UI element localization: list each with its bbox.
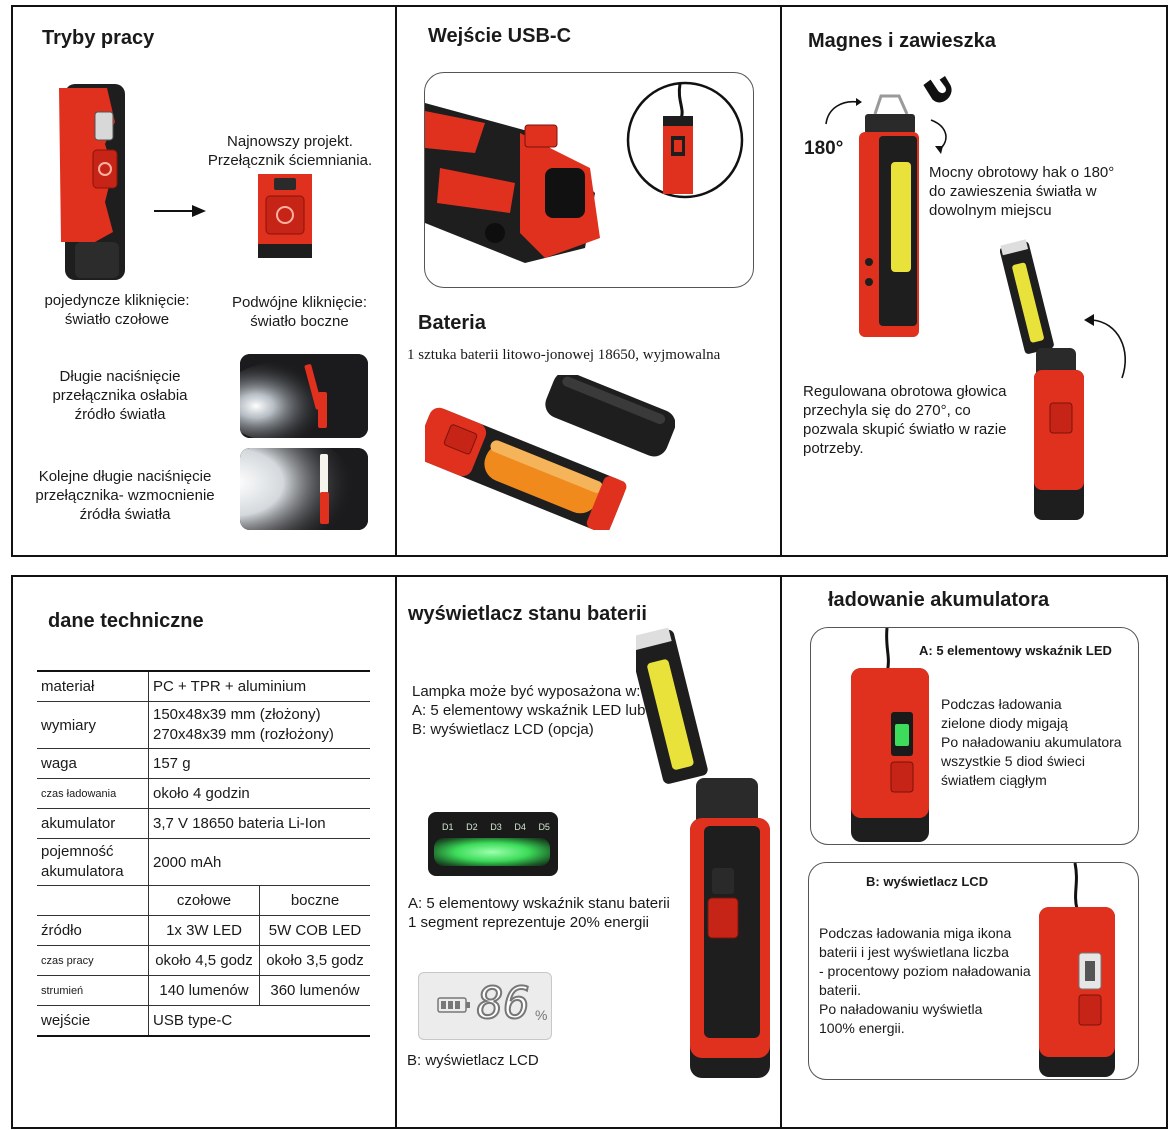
spec-label: strumień: [37, 976, 149, 1006]
led-label: D5: [538, 822, 550, 832]
display-lamp-image: [636, 628, 776, 1080]
battery-image: [425, 375, 675, 530]
led-desc: A: 5 elementowy wskaźnik stanu baterii 1 segment reprezentuje 20% energii: [408, 895, 670, 931]
spec-header-row: [37, 886, 370, 916]
spec-value: USB type-C: [149, 1006, 371, 1037]
hook-desc: Mocny obrotowy hak o 180° do zawieszenia światła w dowolnym miejscu: [929, 164, 1115, 219]
led-label: D1: [442, 822, 454, 832]
led-label: D2: [466, 822, 478, 832]
spec-value-side: 5W COB LED: [260, 916, 371, 946]
lamp-folded-image: [55, 82, 135, 282]
led-indicator-image: [428, 812, 558, 876]
spec-label: czas ładowania: [37, 779, 149, 809]
spec-value: około 4 godzin: [149, 779, 371, 809]
charging-lamp-a-image: [847, 628, 937, 842]
spec-value: 157 g: [149, 749, 371, 779]
spec-value-front: 1x 3W LED: [149, 916, 260, 946]
single-click-text: pojedyncze kliknięcie: światło czołowe: [44, 292, 190, 328]
spec-row: [37, 749, 370, 779]
spec-value: 3,7 V 18650 bateria Li-Ion: [149, 809, 371, 839]
charging-lamp-b-image: [1035, 863, 1125, 1077]
spec-label: wymiary: [37, 702, 149, 749]
spec-label: akumulator: [37, 809, 149, 839]
spec-label: pojemność akumulatora: [37, 839, 149, 886]
spec-label: czas pracy: [37, 946, 149, 976]
charging-b-title: B: wyświetlacz LCD: [866, 874, 989, 889]
spec-row: [37, 916, 370, 946]
spec-value-front: około 4,5 godz: [149, 946, 260, 976]
specs-title: dane techniczne: [48, 610, 204, 632]
usb-port-zoom-image: [625, 80, 745, 200]
top-divider-2: [780, 5, 782, 555]
tilt-lamp-image: [1000, 238, 1090, 523]
new-design-text: Najnowszy projekt. Przełącznik ściemniania.: [207, 133, 373, 169]
spec-value-front: 140 lumenów: [149, 976, 260, 1006]
hook-lamp-image: [855, 92, 925, 340]
spec-row: [37, 946, 370, 976]
lcd-display-image: [418, 972, 552, 1040]
charging-a-box: [810, 627, 1139, 845]
led-bar: [434, 838, 550, 866]
charging-title: ładowanie akumulatora: [828, 589, 1050, 611]
spec-row: [37, 839, 370, 886]
spec-value: 150x48x39 mm (złożony) 270x48x39 mm (rozłożony): [149, 702, 371, 749]
spec-value: PC + TPR + aluminium: [149, 671, 371, 702]
next-long-press-text: Kolejne długie naciśnięcie przełącznika- wzmocnienie źródła światła: [35, 468, 215, 523]
spec-row: [37, 779, 370, 809]
spec-value: 2000 mAh: [149, 839, 371, 886]
lcd-value: 86: [477, 978, 530, 1029]
long-press-text: Długie naciśnięcie przełącznika osłabia źródło światła: [52, 368, 188, 423]
spec-label: waga: [37, 749, 149, 779]
charging-a-desc: Podczas ładowania zielone diody migają Po naładowaniu akumulatora wszystkie 5 diod świeci światłem ciągłym: [941, 696, 1122, 788]
column-front: czołowe: [149, 886, 260, 916]
bright-light-photo: [240, 448, 368, 530]
rotate-arrow-right-icon: [925, 118, 955, 154]
led-label: D4: [514, 822, 526, 832]
top-divider-1: [395, 5, 397, 555]
spec-label: źródło: [37, 916, 149, 946]
usb-title: Wejście USB-C: [428, 25, 572, 47]
tilt-arrow-icon: [1082, 310, 1132, 380]
spec-row: [37, 702, 370, 749]
column-side: boczne: [260, 886, 371, 916]
magnet-title: Magnes i zawieszka: [808, 30, 996, 52]
display-intro: Lampka może być wyposażona w: A: 5 elementowy wskaźnik LED lub B: wyświetlacz LCD (opcja): [412, 683, 646, 738]
spec-value-side: około 3,5 godz: [260, 946, 371, 976]
lcd-label: B: wyświetlacz LCD: [407, 1052, 539, 1069]
battery-title: Bateria: [418, 312, 486, 334]
battery-desc: 1 sztuka baterii litowo-jonowej 18650, wyjmowalna: [407, 347, 721, 363]
bottom-divider-1: [395, 575, 397, 1127]
battery-icon: [437, 997, 471, 1013]
spec-row: [37, 809, 370, 839]
arrow-right-icon: [154, 204, 206, 218]
specs-table: [37, 670, 370, 1037]
charging-b-box: [808, 862, 1139, 1080]
dim-light-photo: [240, 354, 368, 438]
charging-a-title: A: 5 elementowy wskaźnik LED: [919, 643, 1112, 658]
double-click-text: Podwójne kliknięcie: światło boczne: [231, 294, 368, 330]
modes-title: Tryby pracy: [42, 27, 155, 49]
spec-value-side: 360 lumenów: [260, 976, 371, 1006]
lcd-unit: %: [535, 1007, 548, 1023]
head-desc: Regulowana obrotowa głowica przechyla się do 270°, co pozwala skupić światło w razie potrzeby.: [803, 383, 1007, 457]
spec-row: [37, 1006, 370, 1037]
display-title: wyświetlacz stanu baterii: [408, 603, 647, 625]
spec-label: wejście: [37, 1006, 149, 1037]
spec-label: materiał: [37, 671, 149, 702]
spec-row: [37, 671, 370, 702]
spec-row: [37, 976, 370, 1006]
angle-label: 180°: [804, 138, 844, 159]
dimmer-switch-image: [256, 174, 314, 258]
bottom-divider-2: [780, 575, 782, 1127]
led-label: D3: [490, 822, 502, 832]
charging-b-desc: Podczas ładowania miga ikona baterii i jest wyświetlana liczba - procentowy poziom naładowania baterii. Po naładowaniu wyświetla 100% energii.: [819, 925, 1031, 1036]
